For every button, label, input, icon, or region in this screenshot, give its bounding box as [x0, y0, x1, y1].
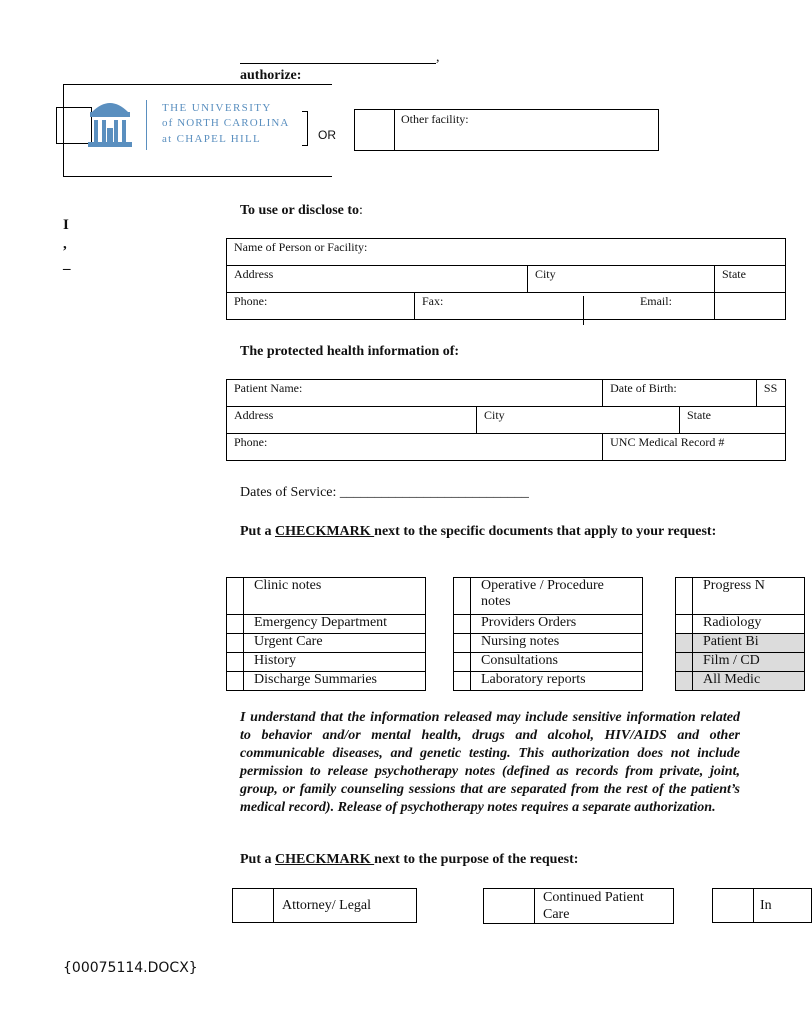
old-well-icon: [86, 96, 134, 152]
doc-checkbox[interactable]: [227, 615, 244, 634]
fax-email-divider: [583, 296, 584, 325]
documents-col-3: [675, 577, 805, 691]
purpose-checkbox[interactable]: [713, 889, 754, 923]
documents-col-2: [453, 577, 643, 691]
other-facility-field[interactable]: [395, 110, 659, 151]
doc-checkbox[interactable]: [454, 653, 471, 672]
logo-bracket: [302, 111, 308, 146]
patient-heading: The protected health information of:: [240, 344, 460, 359]
purpose-checkbox[interactable]: [233, 889, 274, 923]
recipient-state-field[interactable]: State: [714, 266, 785, 293]
purpose-label: Attorney/ Legal: [274, 889, 417, 923]
doc-label: Providers Orders: [471, 615, 643, 634]
dates-of-service[interactable]: Dates of Service: ___________________________: [240, 485, 529, 500]
authorize-underline: [240, 84, 332, 85]
doc-checkbox[interactable]: [454, 615, 471, 634]
patient-phone-field[interactable]: Phone:: [227, 434, 603, 461]
doc-label: Progress N: [693, 578, 805, 615]
purpose-heading: Put a CHECKMARK next to the purpose of the request:: [240, 852, 579, 867]
patient-state-field[interactable]: State: [680, 407, 786, 434]
doc-checkbox[interactable]: [676, 578, 693, 615]
authorize-label: authorize:: [240, 68, 302, 83]
documents-heading: Put a CHECKMARK next to the specific documents that apply to your request:: [240, 524, 717, 539]
purpose-option-continued-care: [483, 888, 674, 924]
facility-frame-top: [63, 84, 240, 85]
doc-checkbox[interactable]: [676, 672, 693, 691]
doc-checkbox[interactable]: [227, 672, 244, 691]
other-facility-box: [354, 109, 659, 151]
doc-label: Emergency Department: [244, 615, 426, 634]
doc-label: Nursing notes: [471, 634, 643, 653]
patient-mrn-field[interactable]: UNC Medical Record #: [603, 434, 786, 461]
name-line[interactable]: [240, 63, 436, 64]
doc-label: Laboratory reports: [471, 672, 643, 691]
purpose-label: In: [754, 889, 812, 923]
logo-line-2: of NORTH CAROLINA: [162, 117, 290, 129]
checkmark-underlined: CHECKMARK: [275, 852, 375, 867]
doc-label: Urgent Care: [244, 634, 426, 653]
other-facility-checkbox[interactable]: [355, 110, 395, 151]
doc-label: Consultations: [471, 653, 643, 672]
or-label: OR: [318, 128, 336, 142]
purpose-checkbox[interactable]: [484, 889, 535, 924]
logo-divider: [146, 100, 147, 150]
patient-table: [226, 379, 786, 461]
patient-ssn-field[interactable]: SS: [756, 380, 785, 407]
doc-label: Patient Bi: [693, 634, 805, 653]
doc-checkbox[interactable]: [227, 578, 244, 615]
name-line-comma: ,: [436, 50, 440, 65]
patient-dob-field[interactable]: Date of Birth:: [603, 380, 757, 407]
recipient-city-field[interactable]: City: [527, 266, 714, 293]
doc-checkbox[interactable]: [676, 653, 693, 672]
logo-line-1: THE UNIVERSITY: [162, 102, 272, 114]
recipient-address-field[interactable]: Address: [227, 266, 528, 293]
margin-char-1: I: [63, 217, 69, 233]
sensitive-info-disclaimer: I understand that the information released may include sensitive information related to behavior and/or mental health, drugs and alcohol, HIV/AIDS and other communicable diseases, and genetic testing. This authorization does not include permission to release psychotherapy notes (defined as records from private, joint, group, or family counseling sessions that are separated from the rest of the patient’s medical record). Release of psychotherapy notes requires a separate authorization.: [240, 710, 740, 815]
doc-label: Operative / Procedure notes: [471, 578, 643, 615]
purpose-option-other: [712, 888, 812, 923]
doc-checkbox[interactable]: [454, 672, 471, 691]
doc-checkbox[interactable]: [227, 634, 244, 653]
recipient-table: [226, 238, 786, 320]
margin-char-2: ,: [63, 236, 67, 252]
recipient-fax-field[interactable]: Fax:: [415, 293, 715, 320]
footer-doc-id: {00075114.DOCX}: [63, 960, 198, 976]
purpose-label: Continued Patient Care: [535, 889, 674, 924]
patient-name-field[interactable]: Patient Name:: [227, 380, 603, 407]
patient-city-field[interactable]: City: [477, 407, 680, 434]
documents-col-1: [226, 577, 426, 691]
doc-label: Clinic notes: [244, 578, 426, 615]
other-facility-label: Other facility:: [401, 112, 469, 126]
doc-label: History: [244, 653, 426, 672]
patient-address-field[interactable]: Address: [227, 407, 477, 434]
doc-label: Radiology: [693, 615, 805, 634]
recipient-email-field[interactable]: Email:: [714, 293, 785, 320]
facility-frame-bottom: [63, 176, 332, 177]
disclose-heading: To use or disclose to:: [240, 203, 363, 218]
logo-line-3: at CHAPEL HILL: [162, 133, 262, 145]
doc-checkbox[interactable]: [676, 615, 693, 634]
purpose-option-attorney: [232, 888, 417, 923]
doc-checkbox[interactable]: [454, 634, 471, 653]
checkmark-underlined: CHECKMARK: [275, 524, 375, 539]
doc-label: All Medic: [693, 672, 805, 691]
unc-logo: [86, 96, 306, 154]
recipient-phone-field[interactable]: Phone:: [227, 293, 415, 320]
doc-label: Film / CD: [693, 653, 805, 672]
doc-checkbox[interactable]: [227, 653, 244, 672]
doc-label: Discharge Summaries: [244, 672, 426, 691]
recipient-name-field[interactable]: Name of Person or Facility:: [227, 239, 786, 266]
doc-checkbox[interactable]: [454, 578, 471, 615]
doc-checkbox[interactable]: [676, 634, 693, 653]
margin-char-3: _: [63, 256, 71, 272]
